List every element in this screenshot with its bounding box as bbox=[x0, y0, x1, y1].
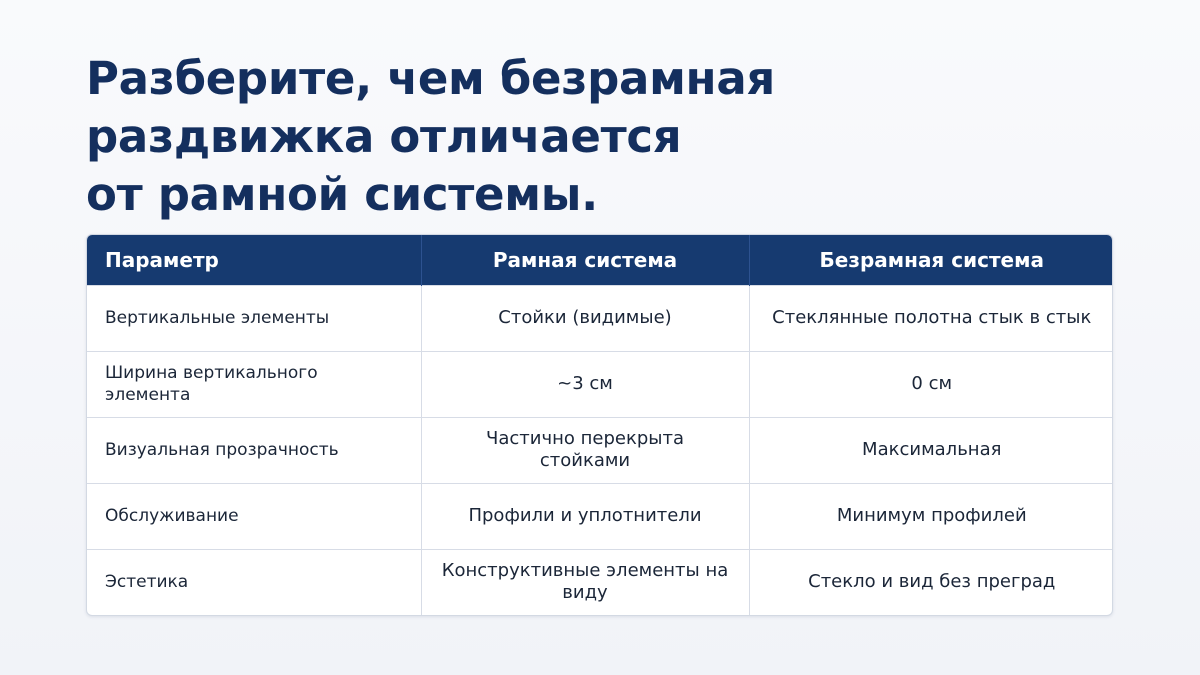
header-framed-system: Рамная система bbox=[421, 235, 749, 285]
table-row bbox=[87, 549, 1113, 615]
row-parameter-cell: Визуальная прозрачность bbox=[87, 417, 421, 483]
row-frameless-cell: Максимальная bbox=[749, 417, 1113, 483]
table-row bbox=[87, 483, 1113, 549]
row-parameter-cell: Обслуживание bbox=[87, 483, 421, 549]
table-row bbox=[87, 351, 1113, 417]
row-parameter-cell: Эстетика bbox=[87, 549, 421, 615]
header-parameter: Параметр bbox=[87, 235, 421, 285]
row-framed-cell: Профили и уплотнители bbox=[421, 483, 749, 549]
row-parameter-cell: Вертикальные элементы bbox=[87, 285, 421, 351]
row-frameless-cell: Стеклянные полотна стык в стык bbox=[749, 285, 1113, 351]
table-body bbox=[87, 285, 1113, 615]
page-title bbox=[86, 50, 775, 224]
row-framed-cell: Стойки (видимые) bbox=[421, 285, 749, 351]
title-line-3: от рамной системы. bbox=[86, 168, 598, 221]
title-line-1: Разберите, чем безрамная bbox=[86, 52, 776, 105]
comparison-table bbox=[86, 234, 1113, 616]
table-header-row bbox=[87, 235, 1113, 285]
row-frameless-cell: 0 см bbox=[749, 351, 1113, 417]
row-framed-cell: ~3 см bbox=[421, 351, 749, 417]
row-frameless-cell: Минимум профилей bbox=[749, 483, 1113, 549]
title-line-2: раздвижка отличается bbox=[86, 110, 682, 163]
row-framed-cell: Частично перекрыта стойками bbox=[421, 417, 749, 483]
comparison-table-grid bbox=[87, 235, 1113, 615]
table-row bbox=[87, 417, 1113, 483]
row-frameless-cell: Стекло и вид без преград bbox=[749, 549, 1113, 615]
header-frameless-system: Безрамная система bbox=[749, 235, 1113, 285]
row-framed-cell: Конструктивные элементы на виду bbox=[421, 549, 749, 615]
row-parameter-cell: Ширина вертикального элемента bbox=[87, 351, 421, 417]
table-header bbox=[87, 235, 1113, 285]
table-row bbox=[87, 285, 1113, 351]
